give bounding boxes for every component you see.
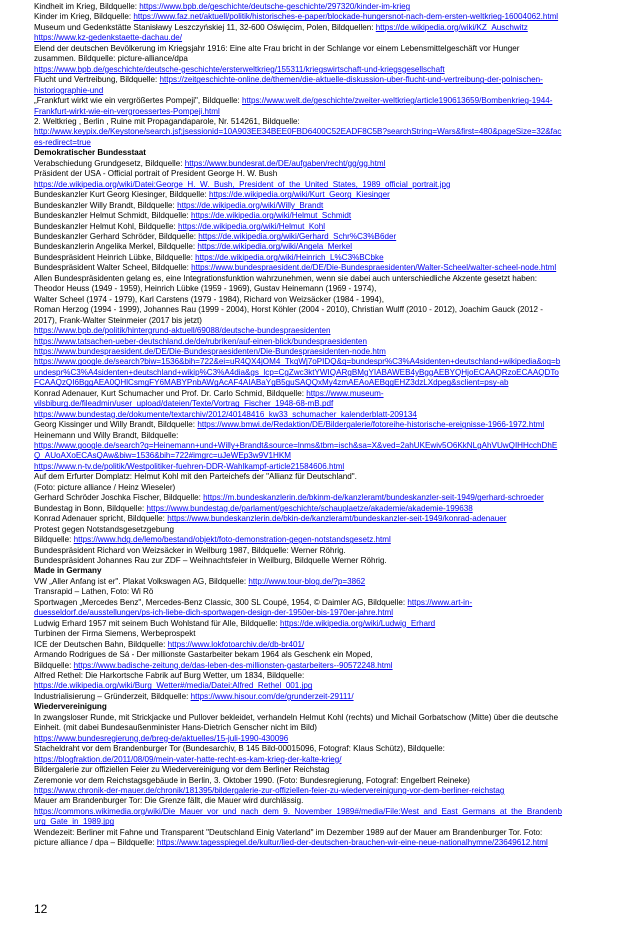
source-link[interactable]: https://www.welt.de/geschichte/zweiter-weltkrieg/article190613659/Bombenkrieg-1944- <box>242 96 553 106</box>
source-link[interactable]: https://www.art-in- <box>407 597 473 607</box>
source-line <box>34 180 614 190</box>
source-link[interactable]: https://www.lokfotoarchiv.de/db-br401/ <box>167 639 305 649</box>
source-caption: Sportwagen „Mercedes Benz", Mercedes-Benz Classic, 300 SL Coupé, 1954, © Daimler AG, Bildquelle: <box>34 597 408 607</box>
section-heading-text: Demokratischer Bundesstaat <box>34 148 147 158</box>
source-line <box>34 671 614 681</box>
source-link[interactable]: https://www.bmwi.de/Redaktion/DE/Bildergalerie/fotoreihe-historische-ereignisse-1966-1972.html <box>197 420 545 430</box>
source-line <box>34 546 614 556</box>
source-line <box>34 410 614 420</box>
source-line <box>34 431 614 441</box>
source-link[interactable]: https://de.wikipedia.org/wiki/Helmut_Schmidt <box>191 211 352 221</box>
source-line <box>34 535 614 545</box>
source-line <box>34 681 614 691</box>
source-caption: picture alliance / dpa – Bildquelle: <box>34 838 157 848</box>
source-caption: Industrialisierung – Gründerzeit, Bildquelle: <box>34 691 191 701</box>
source-caption: Kindheit im Krieg, Bildquelle: <box>34 2 140 11</box>
source-link[interactable]: https://zeitgeschichte-online.de/themen/die-aktuelle-diskussion-uber-flucht-und-vertreibung-der-polnischen- <box>159 75 543 85</box>
source-line <box>34 86 614 96</box>
source-caption: Gerhard Schröder Joschka Fischer, Bildquelle: <box>34 493 204 503</box>
source-link[interactable]: http://www.tour-blog.de/?p=3862 <box>248 576 366 586</box>
source-caption: Kinder im Krieg, Bildquelle: <box>34 12 134 22</box>
source-line <box>34 598 614 608</box>
source-link[interactable]: https://www.n-tv.de/politik/Westpolitiker-fuehren-DDR-Wahlkampf-article21584606.html <box>34 461 345 471</box>
source-line <box>34 211 614 221</box>
section-heading-text: Wiedervereinigung <box>34 702 107 712</box>
source-caption: Flucht und Vertreibung, Bildquelle: <box>34 75 160 85</box>
source-caption: 2. Weltkrieg , Berlin , Ruine mit Propagandaparole, Nr. 514261, Bildquelle: <box>34 116 300 126</box>
source-line <box>34 828 614 838</box>
source-link[interactable]: http://www.keypix.de/Keystone/search.jsf;jsessionid=10A903EE34BEE0FBD6400C52EADF8C5B?searchString=Wars&first=480&pageSize=32&fac <box>34 127 562 137</box>
source-link[interactable]: vilsbiburg.de/fileadmin/user_upload/dateien/Texte/Vortrag_Fischer_1948-68-mB.pdf <box>34 399 334 409</box>
source-line <box>34 368 614 378</box>
source-line <box>34 399 614 409</box>
source-caption: „Frankfurt wirkt wie ein vergrößertes Pompeji", Bildquelle: <box>34 96 242 106</box>
source-caption: Turbinen der Firma Siemens, Werbeprospekt <box>34 629 196 639</box>
source-line <box>34 451 614 461</box>
source-line <box>34 504 614 514</box>
source-caption: Protest gegen Notstandsgesetzgebung <box>34 524 174 534</box>
source-link[interactable]: undespr%C3%A4sidenten+deutschland+wikip%C3%A4dia&gs_lcp=CgZwc3ktYWIQARgBMgYIABAWEB4yBggAEBYQHjoECAAQRzoECAAQDTo <box>34 367 559 377</box>
source-line <box>34 96 614 106</box>
source-line <box>34 838 614 848</box>
source-line <box>34 54 614 64</box>
source-caption: ICE der Deutschen Bahn, Bildquelle: <box>34 639 168 649</box>
source-line <box>34 661 614 671</box>
source-line <box>34 692 614 702</box>
source-link[interactable]: es-redirect=true <box>34 137 91 147</box>
source-link[interactable]: https://de.wikipedia.org/wiki/Heinrich_L%C3%BCbke <box>195 252 384 262</box>
source-caption: Roman Herzog (1994 - 1999), Johannes Rau (1999 - 2004), Horst Köhler (2004 - 2010), Christian Wulff (2010 - 2012), Joachim Gauck (2012 - <box>34 305 543 315</box>
section-heading <box>34 566 614 576</box>
source-line <box>34 587 614 597</box>
source-caption: Bildquelle: <box>34 535 74 545</box>
source-caption: Bundeskanzler Gerhard Schröder, Bildquelle: <box>34 231 199 241</box>
source-link[interactable]: https://www.bundestag.de/parlament/geschichte/schauplaetze/akademie/akademie-199638 <box>146 503 473 513</box>
source-line <box>34 472 614 482</box>
source-link[interactable]: https://www.bpb.de/geschichte/deutsche-geschichte/297320/kinder-im-krieg <box>139 2 411 11</box>
source-caption: Zeremonie vor dem Reichstagsgebäude in Berlin, 3. Oktober 1990. (Foto: Bundesregierung, Fotograf: Engelbert Reineke) <box>34 775 470 785</box>
source-link[interactable]: https://de.wikipedia.org/wiki/Angela_Merkel <box>197 242 353 252</box>
source-line <box>34 629 614 639</box>
source-line <box>34 201 614 211</box>
source-line <box>34 608 614 618</box>
source-caption: Bundeskanzlerin Angelika Merkel, Bildquelle: <box>34 242 198 252</box>
source-line <box>34 776 614 786</box>
source-line <box>34 441 614 451</box>
source-link[interactable]: https://www.hdg.de/lemo/bestand/objekt/foto-demonstration-gegen-notstandsgesetz.html <box>73 535 391 545</box>
source-caption: Allen Bundespräsidenten gelang es, eine Integrationsfunktion wahrzunehmen, wenn sie dabei auch unterschiedliche Akzente gesetzt haben: <box>34 273 538 283</box>
source-caption: Armando Rodrigues de Sá - Der millionste Gastarbeiter bekam 1964 als Geschenk ein Moped, <box>34 650 373 660</box>
source-link[interactable]: https://www.bundestag.de/dokumente/textarchiv/2012/40148416_kw33_schumacher_kalenderblatt-209134 <box>34 409 417 419</box>
source-line <box>34 765 614 775</box>
source-link[interactable]: https://www.bpb.de/politik/hintergrund-aktuell/69088/deutsche-bundespraesidenten <box>34 326 331 336</box>
source-link[interactable]: https://www.kz-gedenkstaette-dachau.de/ <box>34 33 183 43</box>
source-line <box>34 493 614 503</box>
source-line <box>34 514 614 524</box>
source-caption: Ludwig Erhard 1957 mit seinem Buch Wohlstand für Alle, Bildquelle: <box>34 618 280 628</box>
source-caption: 2017), Frank-Walter Steinmeier (2017 bis jetzt) <box>34 315 202 325</box>
source-line <box>34 796 614 806</box>
source-caption: Mauer am Brandenburger Tor: Die Grenze fällt, die Mauer wird durchlässig. <box>34 796 304 806</box>
section-heading <box>34 148 614 158</box>
source-line <box>34 337 614 347</box>
source-caption: Bundespräsident Richard von Weizsäcker in Weilburg 1987, Bildquelle: Werner Röhrig. <box>34 545 346 555</box>
source-link[interactable]: https://de.wikipedia.org/wiki/Gerhard_Schr%C3%B6der <box>198 231 397 241</box>
source-line <box>34 159 614 169</box>
source-line <box>34 65 614 75</box>
source-link[interactable]: Q_AUoAXoECAsQAw&biw=1536&bih=722#imgrc=uJeWEp3w9V1HKM <box>34 451 291 461</box>
source-list <box>34 2 614 849</box>
source-caption: Bundeskanzler Helmut Schmidt, Bildquelle: <box>34 211 192 221</box>
source-line <box>34 378 614 388</box>
source-link[interactable]: https://www.bundesrat.de/DE/aufgaben/recht/gg/gg.html <box>184 158 386 168</box>
source-caption: Georg Kissinger und Willy Brandt, Bildquelle: <box>34 420 198 430</box>
source-caption: Bundeskanzler Kurt Georg Kiesinger, Bildquelle: <box>34 190 210 200</box>
source-caption: Elend der deutschen Bevölkerung im Kriegsjahr 1916: Eine alte Frau bricht in der Schlange vor einem Lebensmittelgeschäft vor Hunger <box>34 43 520 53</box>
source-line <box>34 232 614 242</box>
source-link[interactable]: https://de.wikipedia.org/wiki/KZ_Auschwitz <box>375 22 528 32</box>
source-caption: VW „Aller Anfang ist er". Plakat Volkswagen AG, Bildquelle: <box>34 576 249 586</box>
source-line <box>34 462 614 472</box>
source-line <box>34 734 614 744</box>
source-line <box>34 786 614 796</box>
source-caption: Heinemann und Willy Brandt, Bildquelle: <box>34 430 179 440</box>
section-heading-text: Made in Germany <box>34 566 102 576</box>
source-caption: Verabschiedung Grundgesetz, Bildquelle: <box>34 158 185 168</box>
source-line <box>34 525 614 535</box>
source-caption: Bundestag in Bonn, Bildquelle: <box>34 503 147 513</box>
source-caption: Präsident der USA - Official portrait of President George H. W. Bush <box>34 169 278 179</box>
source-caption: Einheit. (mit dabei Bundesaußenminister Hans-Dietrich Genscher nicht im Bild) <box>34 723 317 733</box>
source-line <box>34 44 614 54</box>
source-link[interactable]: duesseldorf.de/ausstellungen/ps-ich-liebe-dich-sportwagen-design-der-1950er-bis-1970er-jahre.html <box>34 608 394 618</box>
source-link[interactable]: https://blogfraktion.de/2011/08/09/mein-vater-hatte-recht-es-kam-krieg-der-kalte-krieg/ <box>34 754 342 764</box>
source-line <box>34 755 614 765</box>
source-link[interactable]: https://www.chronik-der-mauer.de/chronik/181395/bildergalerie-zur-offiziellen-feier-zu-wiedervereinigung-vor-dem-berliner-reichstag <box>34 785 505 795</box>
source-caption: Wendezeit: Berliner mit Fahne und Transparent "Deutschland Einig Vaterland" im Dezember 1989 auf der Mauer am Brandenburger Tor. Foto: <box>34 827 543 837</box>
source-link[interactable]: https://www.hisour.com/de/grunderzeit-29111/ <box>190 691 354 701</box>
source-link[interactable]: https://www.bpb.de/geschichte/deutsche-geschichte/ersterweltkrieg/155311/kriegswirtschaft-und-kriegsgesellschaft <box>34 64 445 74</box>
source-line <box>34 263 614 273</box>
source-line <box>34 2 614 12</box>
source-link[interactable]: https://de.wikipedia.org/wiki/Helmut_Kohl <box>177 221 326 231</box>
source-caption: Bildquelle: <box>34 660 74 670</box>
source-caption: Alfred Rethel: Die Harkortsche Fabrik auf Burg Wetter, um 1834, Bildquelle: <box>34 671 305 680</box>
source-caption: Stacheldraht vor dem Brandenburger Tor (Bundesarchiv, B 145 Bild-00015096, Fotograf: Klaus Schütz), Bildquelle: <box>34 744 445 754</box>
source-link[interactable]: https://de.wikipedia.org/wiki/Burg_Wetter#/media/Datei:Alfred_Rethel_001.jpg <box>34 681 313 691</box>
source-line <box>34 347 614 357</box>
source-caption: Auf dem Erfurter Domplatz: Helmut Kohl mit den Parteichefs der "Allianz für Deutschland". <box>34 472 357 482</box>
source-link[interactable]: https://de.wikipedia.org/wiki/Willy_Brandt <box>177 200 324 210</box>
source-line <box>34 127 614 137</box>
source-line <box>34 12 614 22</box>
source-link[interactable]: https://www.bundespraesident.de/DE/Die-Bundespraesidenten/Die-Bundespraesidenten-node.htm <box>34 346 386 356</box>
source-link[interactable]: urg_Gate_in_1989.jpg <box>34 817 115 827</box>
source-line <box>34 650 614 660</box>
source-caption: In zwangsloser Runde, mit Strickjacke und Pullover bekleidet, verhandeln Helmut Kohl (rechts) und Michail Gorbatschow (Mitte) über die deutsche <box>34 712 559 722</box>
source-caption: Transrapid – Lathen, Foto: Wi Rö <box>34 587 154 597</box>
source-line <box>34 253 614 263</box>
source-link[interactable]: https://www.badische-zeitung.de/das-leben-des-millionsten-gastarbeiters--90572248.html <box>73 660 393 670</box>
source-line <box>34 117 614 127</box>
source-link[interactable]: https://de.wikipedia.org/wiki/Ludwig_Erhard <box>279 618 436 628</box>
source-link[interactable]: https://www.bundesregierung.de/breg-de/aktuelles/15-juli-1990-430096 <box>34 733 289 743</box>
source-link[interactable]: https://www.bundeskanzlerin.de/bkin-de/kanzleramt/bundeskanzler-seit-1949/konrad-adenauer <box>167 514 507 524</box>
source-caption: zusammen. Bildquelle: picture-alliance/dpa <box>34 54 188 64</box>
source-link[interactable]: https://www.google.de/search?q=Heinemann+und+Willy+Brandt&source=lnms&tbm=isch&sa=X&ved=2ahUKEwiv5O6KkNLgAhVUwQIHHcchDhE <box>34 441 558 451</box>
source-link[interactable]: https://m.bundeskanzlerin.de/bkinm-de/kanzleramt/bundeskanzler-seit-1949/gerhard-schroeder <box>203 493 544 503</box>
source-link[interactable]: https://www.faz.net/aktuell/politik/historisches-e-paper/blockade-hungersnot-nach-dem-ersten-weltkrieg-16004062.html <box>133 12 559 22</box>
source-caption: Konrad Adenauer spricht, Bildquelle: <box>34 514 168 524</box>
source-line <box>34 190 614 200</box>
source-line <box>34 577 614 587</box>
source-line <box>34 723 614 733</box>
source-line <box>34 357 614 367</box>
source-line <box>34 619 614 629</box>
source-line <box>34 326 614 336</box>
source-line <box>34 556 614 566</box>
page-number: 12 <box>34 902 48 916</box>
source-caption: Walter Scheel (1974 - 1979), Karl Carstens (1979 - 1984), Richard von Weizsäcker (1984 - 1994), <box>34 294 384 304</box>
source-link[interactable]: https://www.tatsachen-ueber-deutschland.de/de/rubriken/auf-einen-blick/bundespraesidenten <box>34 336 367 346</box>
source-line <box>34 744 614 754</box>
source-caption: Bildergalerie zur offiziellen Feier zu Wiedervereinigung vor dem Berliner Reichstag <box>34 765 330 775</box>
source-caption: Konrad Adenauer, Kurt Schumacher und Prof. Dr. Carlo Schmid, Bildquelle: <box>34 388 307 398</box>
source-line <box>34 389 614 399</box>
source-link[interactable]: https://www.bundespraesident.de/DE/Die-Bundespraesidenten/Walter-Scheel/walter-scheel-node.html <box>191 263 557 273</box>
source-link[interactable]: historiographie-und <box>34 85 104 95</box>
source-link[interactable]: https://www.museum- <box>306 388 384 398</box>
source-line <box>34 713 614 723</box>
source-line <box>34 316 614 326</box>
source-line <box>34 242 614 252</box>
source-line <box>34 640 614 650</box>
source-link[interactable]: https://de.wikipedia.org/wiki/Datei:George_H._W._Bush,_President_of_the_United_States,_1989_official_portrait.jpg <box>34 179 451 189</box>
source-caption: Bundespräsident Johannes Rau zur ZDF – Weihnachtsfeier in Weilburg, Bildquelle Werner Röhrig. <box>34 556 387 566</box>
section-heading <box>34 702 614 712</box>
source-link[interactable]: https://commons.wikimedia.org/wiki/Die_Mauer_vor_und_nach_dem_9._November_1989#/media/File:West_and_East_Germans_at_the_Brandenb <box>34 806 563 816</box>
source-line <box>34 305 614 315</box>
source-caption: Theodor Heuss (1949 - 1959), Heinrich Lübke (1959 - 1969), Gustav Heinemann (1969 - 1974), <box>34 284 377 294</box>
source-line <box>34 23 614 33</box>
source-link[interactable]: Frankfurt-wirkt-wie-ein-vergroessertes-Pompeji.html <box>34 106 220 116</box>
source-caption: Bundespräsident Walter Scheel, Bildquelle: <box>34 263 192 273</box>
source-line <box>34 169 614 179</box>
source-line <box>34 222 614 232</box>
source-line <box>34 483 614 493</box>
source-line <box>34 138 614 148</box>
source-caption: Bundeskanzler Helmut Kohl, Bildquelle: <box>34 221 178 231</box>
source-link[interactable]: FCAAQzQI6BggAEA0QHlCsmgFY6MABYPnbAWgAcAF4AIABaYgB5guSAQQxMy4zmAEAoAEBqgEHZ3dzLXdpeg&sclient=psy-ab <box>34 378 509 388</box>
source-line <box>34 817 614 827</box>
source-line <box>34 33 614 43</box>
source-link[interactable]: https://www.tagesspiegel.de/kultur/lied-der-deutschen-brauchen-wir-eine-neue-nationalhymne/23649612.html <box>156 838 548 848</box>
source-line <box>34 420 614 430</box>
source-link[interactable]: https://www.google.de/search?biw=1536&bih=722&ei=uR4QX4jOM4_TkqWj7oPIDQ&q=bundespr%C3%A4sidenten+deutschland+wikipedia&oq=b <box>34 357 561 367</box>
source-line <box>34 107 614 117</box>
source-line <box>34 284 614 294</box>
source-line <box>34 75 614 85</box>
source-line <box>34 295 614 305</box>
source-caption: Museum und Gedenkstätte Stanisławy Leszczyńskiej 11, 32-600 Oświęcim, Polen, Bildquellen: <box>34 22 376 32</box>
source-caption: (Foto: picture alliance / Heinz Wieseler) <box>34 482 176 492</box>
source-caption: Bundeskanzler Willy Brandt, Bildquelle: <box>34 200 178 210</box>
source-caption: Bundespräsident Heinrich Lübke, Bildquelle: <box>34 252 196 262</box>
source-link[interactable]: https://de.wikipedia.org/wiki/Kurt_Georg_Kiesinger <box>209 190 390 200</box>
source-line <box>34 807 614 817</box>
source-line <box>34 274 614 284</box>
